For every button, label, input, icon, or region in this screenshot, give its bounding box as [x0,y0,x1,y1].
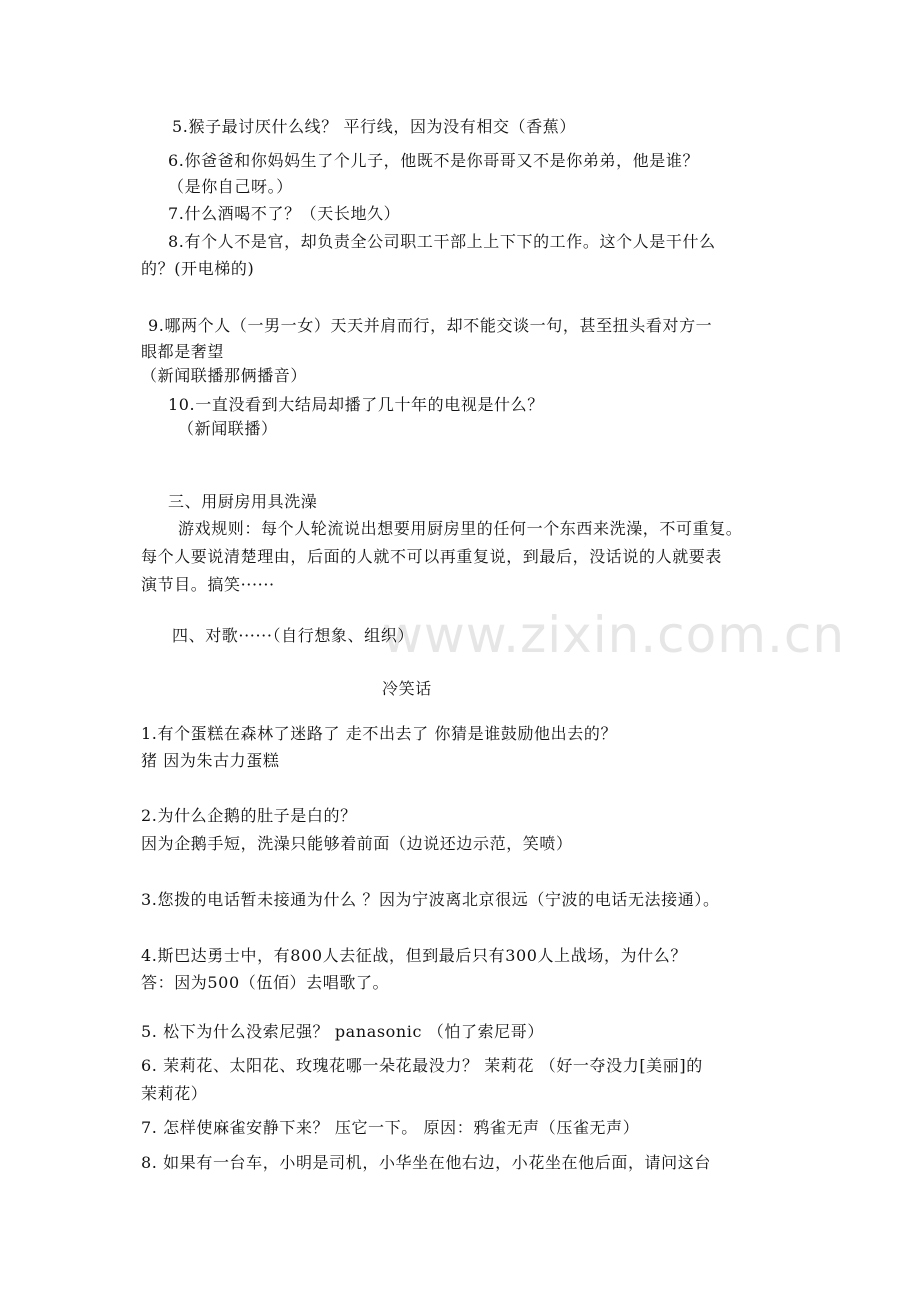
joke-2: 2.为什么企鹅的肚子是白的？ [141,806,357,825]
joke-1-answer: 猪 因为朱古力蛋糕 [141,751,280,770]
section-3-rules-cont: 每个人要说清楚理由，后面的人就不可以再重复说，到最后，没话说的人就要表 [141,547,723,566]
section-3-rules-end: 演节目。搞笑······ [141,575,275,594]
riddle-9-answer: （新闻联播那俩播音） [141,366,308,385]
joke-6-cont: 茉莉花） [141,1084,208,1103]
joke-4: 4.斯巴达勇士中，有800人去征战，但到最后只有300人上战场，为什么？ [141,946,687,965]
joke-3: 3.您拨的电话暂未接通为什么 ？因为宁波离北京很远（宁波的电话无法接通）。 [141,890,720,909]
jokes-title: 冷笑话 [382,679,432,698]
joke-8: 8. 如果有一台车，小明是司机，小华坐在他右边，小花坐在他后面，请问这台 [141,1153,711,1172]
riddle-5: 5.猴子最讨厌什么线？ 平行线，因为没有相交（香蕉） [172,117,576,136]
section-3-rules: 游戏规则：每个人轮流说出想要用厨房里的任何一个东西来洗澡，不可重复。 [178,519,743,538]
section-4-heading: 四、对歌······（自行想象、组织） [172,626,414,645]
riddle-10: 10.一直没看到大结局却播了几十年的电视是什么？ [168,395,544,414]
riddle-8: 8.有个人不是官，却负责全公司职工干部上上下下的工作。这个人是干什么 [168,232,716,251]
riddle-8-answer: 的？(开电梯的) [141,259,255,278]
riddle-6: 6.你爸爸和你妈妈生了个儿子，他既不是你哥哥又不是你弟弟，他是谁？ [168,151,700,170]
riddle-7: 7.什么酒喝不了？（天长地久） [168,204,401,223]
joke-6: 6. 茉莉花、太阳花、玫瑰花哪一朵花最没力？ 茉莉花 （好一夺没力[美丽]的 [141,1056,703,1075]
joke-7: 7. 怎样使麻雀安静下来？ 压它一下。 原因：鸦雀无声（压雀无声） [141,1118,640,1137]
joke-2-answer: 因为企鹅手短，洗澡只能够着前面（边说还边示范，笑喷） [141,834,573,853]
joke-5: 5. 松下为什么没索尼强？ panasonic （怕了索尼哥） [141,1022,544,1041]
joke-4-answer: 答：因为500（伍佰）去唱歌了。 [141,973,390,992]
joke-1: 1.有个蛋糕在森林了迷路了 走不出去了 你猜是谁鼓励他出去的？ [141,724,618,743]
section-3-heading: 三、用厨房用具洗澡 [168,492,318,511]
riddle-10-answer: （新闻联播） [178,419,278,438]
riddle-9: 9.哪两个人（一男一女）天天并肩而行，却不能交谈一句，甚至扭头看对方一 [148,316,713,335]
riddle-6-answer: （是你自己呀。） [168,177,293,196]
watermark-text: www.zixin.com.cn [382,606,846,664]
riddle-9-cont: 眼都是奢望 [141,342,225,361]
